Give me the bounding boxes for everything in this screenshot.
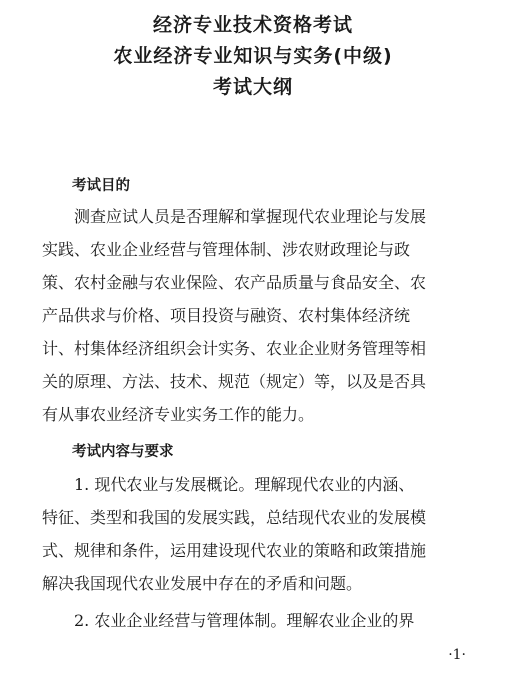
paragraph-line: 特征、类型和我国的发展实践，总结现代农业的发展模: [42, 508, 427, 527]
paragraph-line: 1. 现代农业与发展概论。理解现代农业的内涵、: [42, 475, 415, 494]
paragraph-line: 产品供求与价格、项目投资与融资、农村集体经济统: [42, 306, 411, 325]
paragraph-line: 解决我国现代农业发展中存在的矛盾和问题。: [42, 574, 363, 593]
paragraph-line: 关的原理、方法、技术、规范（规定）等，以及是否具: [42, 372, 427, 391]
paragraph-line: 实践、农业企业经营与管理体制、涉农财政理论与政: [42, 240, 411, 259]
paragraph-line: 策、农村金融与农业保险、农产品质量与食品安全、农: [42, 273, 427, 292]
section-heading-content: 考试内容与要求: [72, 444, 174, 460]
title-line-3: 考试大纲: [212, 76, 293, 98]
page-number: ·1·: [448, 647, 466, 663]
paragraph-line: 式、规律和条件，运用建设现代农业的策略和政策措施: [42, 541, 427, 560]
paragraph-line: 有从事农业经济专业实务工作的能力。: [42, 405, 315, 424]
title-block: [0, 10, 506, 103]
section-heading-purpose: 考试目的: [72, 178, 130, 194]
title-line-2: 农业经济专业知识与实务(中级): [113, 45, 393, 67]
paragraph-line: 测查应试人员是否理解和掌握现代农业理论与发展: [42, 207, 427, 226]
title-line-1: 经济专业技术资格考试: [152, 14, 353, 36]
paragraph-line: 计、村集体经济组织会计实务、农业企业财务管理等相: [42, 339, 427, 358]
paragraph-line: 2. 农业企业经营与管理体制。理解农业企业的界: [42, 611, 415, 630]
